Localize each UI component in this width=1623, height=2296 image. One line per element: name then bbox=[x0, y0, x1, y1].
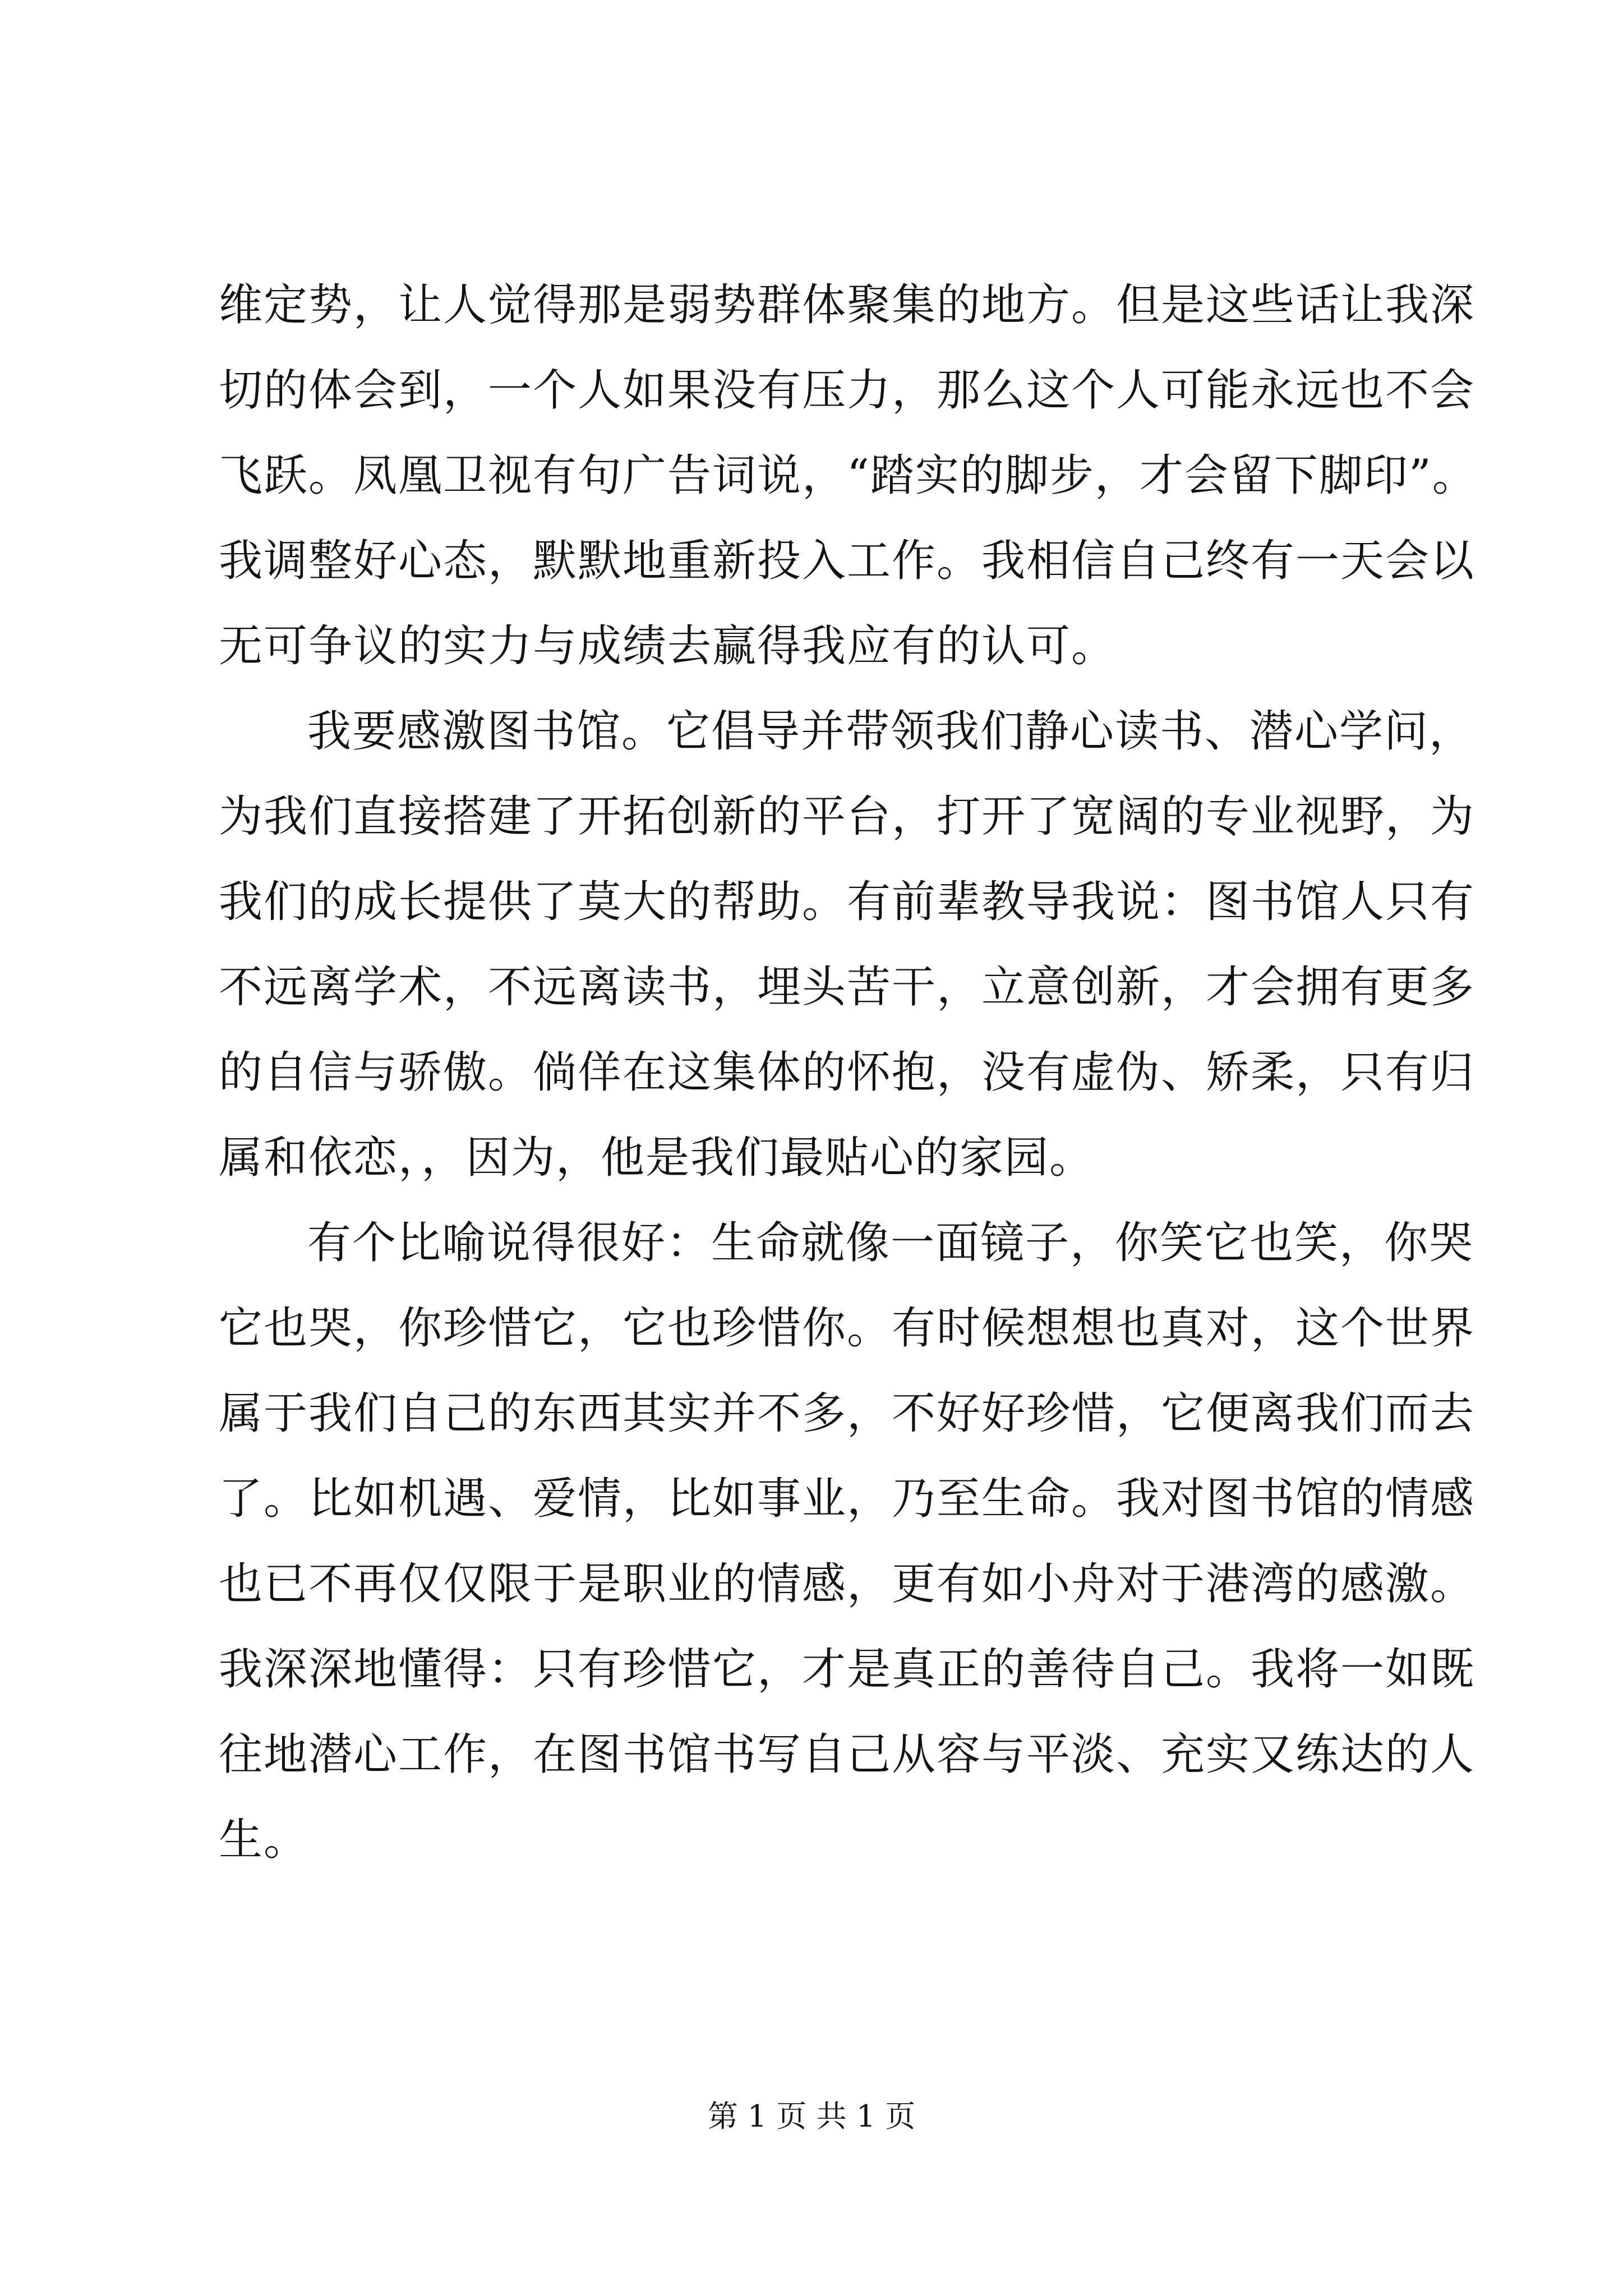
page-footer: 第 1 页 共 1 页 bbox=[707, 2099, 916, 2134]
paragraph-1 bbox=[219, 263, 1477, 689]
text-line: 也已不再仅仅限于是职业的情感，更有如小舟对于港湾的感激。 bbox=[219, 1559, 1476, 1609]
text-line: 切的体会到，一个人如果没有压力，那么这个人可能永远也不会 bbox=[219, 365, 1476, 416]
text-line: 我深深地懂得：只有珍惜它，才是真正的善待自己。我将一如既 bbox=[219, 1644, 1476, 1695]
text-line: 往地潜心工作，在图书馆书写自己从容与平淡、充实又练达的人 bbox=[219, 1729, 1476, 1780]
text-line: 生。 bbox=[219, 1815, 309, 1865]
document-body bbox=[219, 263, 1477, 1883]
text-line: 它也哭，你珍惜它，它也珍惜你。有时候想想也真对，这个世界 bbox=[219, 1303, 1476, 1354]
text-line-indented: 有个比喻说得很好：生命就像一面镜子，你笑它也笑，你哭 bbox=[307, 1218, 1474, 1268]
text-line: 维定势，让人觉得那是弱势群体聚集的地方。但是这些话让我深 bbox=[219, 280, 1476, 330]
text-line: 飞跃。凤凰卫视有句广告词说，“踏实的脚步，才会留下脚印”。 bbox=[219, 450, 1477, 501]
text-line: 的自信与骄傲。倘佯在这集体的怀抱，没有虚伪、矫柔，只有归 bbox=[219, 1047, 1476, 1098]
text-line: 我们的成长提供了莫大的帮助。有前辈教导我说：图书馆人只有 bbox=[219, 877, 1476, 927]
text-line: 为我们直接搭建了开拓创新的平台，打开了宽阔的专业视野，为 bbox=[219, 792, 1476, 842]
text-line: 我调整好心态，默默地重新投入工作。我相信自己终有一天会以 bbox=[219, 536, 1476, 586]
text-line: 属于我们自己的东西其实并不多，不好好珍惜，它便离我们而去 bbox=[219, 1388, 1476, 1439]
text-line: 属和依恋，，因为，他是我们最贴心的家园。 bbox=[219, 1133, 1095, 1183]
text-line: 不远离学术，不远离读书，埋头苦干，立意创新，才会拥有更多 bbox=[219, 962, 1476, 1013]
paragraph-2 bbox=[219, 689, 1476, 1200]
text-line: 了。比如机遇、爱情，比如事业，乃至生命。我对图书馆的情感 bbox=[219, 1474, 1476, 1524]
text-line: 无可争议的实力与成绩去赢得我应有的认可。 bbox=[219, 621, 1117, 671]
paragraph-3 bbox=[219, 1200, 1476, 1883]
text-line-indented: 我要感激图书馆。它倡导并带领我们静心读书、潜心学问， bbox=[307, 706, 1474, 757]
